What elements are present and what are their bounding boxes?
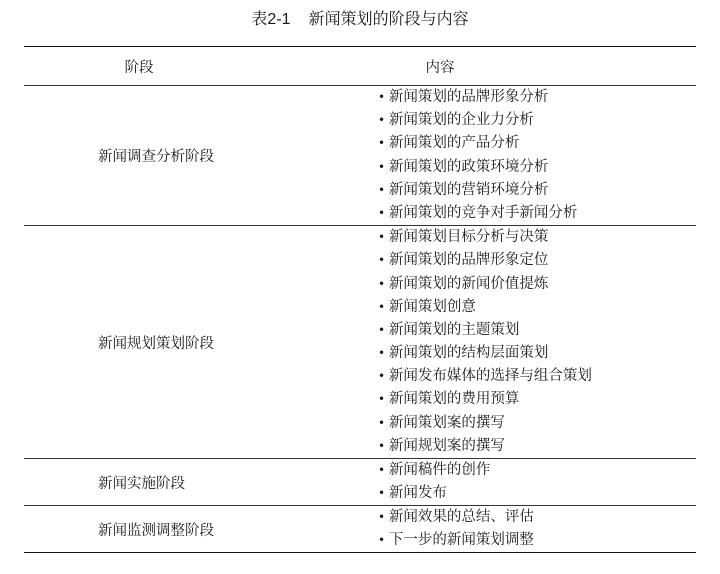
list-item: • 新闻策划的费用预算 [378,388,696,411]
header-content: 内容 [425,59,455,76]
list-item: • 新闻稿件的创作 [378,459,696,482]
list-item: • 新闻策划案的撰写 [378,412,696,435]
list-item: • 新闻策划的结构层面策划 [378,342,696,365]
list-item: • 新闻策划的主题策划 [378,319,696,342]
content-list [322,459,696,505]
list-item: • 新闻规划案的撰写 [378,435,696,458]
list-item: • 新闻策划的竞争对手新闻分析 [378,202,696,225]
list-item: • 新闻策划的政策环境分析 [378,156,696,179]
list-item: • 新闻策划创意 [378,296,696,319]
list-item: • 新闻策划的品牌形象定位 [378,249,696,272]
header-stage: 阶段 [124,59,154,76]
table-caption [0,8,720,31]
table-row [24,459,696,506]
list-item: • 新闻发布媒体的选择与组合策划 [378,365,696,388]
stage-cell: 新闻规划策划阶段 [98,335,214,352]
table-row [24,86,696,226]
list-item: • 新闻发布 [378,482,696,505]
content-list [322,506,696,552]
content-list [322,226,696,458]
stage-cell: 新闻调查分析阶段 [98,149,214,166]
table-header [24,47,696,86]
table-row [24,226,696,459]
table-number: 表2-1 [251,11,291,28]
list-item: • 新闻策划目标分析与决策 [378,226,696,249]
list-item: • 新闻策划的产品分析 [378,132,696,155]
list-item: • 新闻策划的营销环境分析 [378,179,696,202]
stages-table [24,46,696,553]
list-item: • 下一步的新闻策划调整 [378,529,696,552]
list-item: • 新闻策划的品牌形象分析 [378,86,696,109]
stage-cell: 新闻监测调整阶段 [98,522,214,539]
list-item: • 新闻策划的新闻价值提炼 [378,273,696,296]
content-list [322,86,696,225]
list-item: • 新闻效果的总结、评估 [378,506,696,529]
stage-cell: 新闻实施阶段 [98,475,185,492]
list-item: • 新闻策划的企业力分析 [378,109,696,132]
table-title: 新闻策划的阶段与内容 [308,9,469,28]
table-row [24,506,696,552]
